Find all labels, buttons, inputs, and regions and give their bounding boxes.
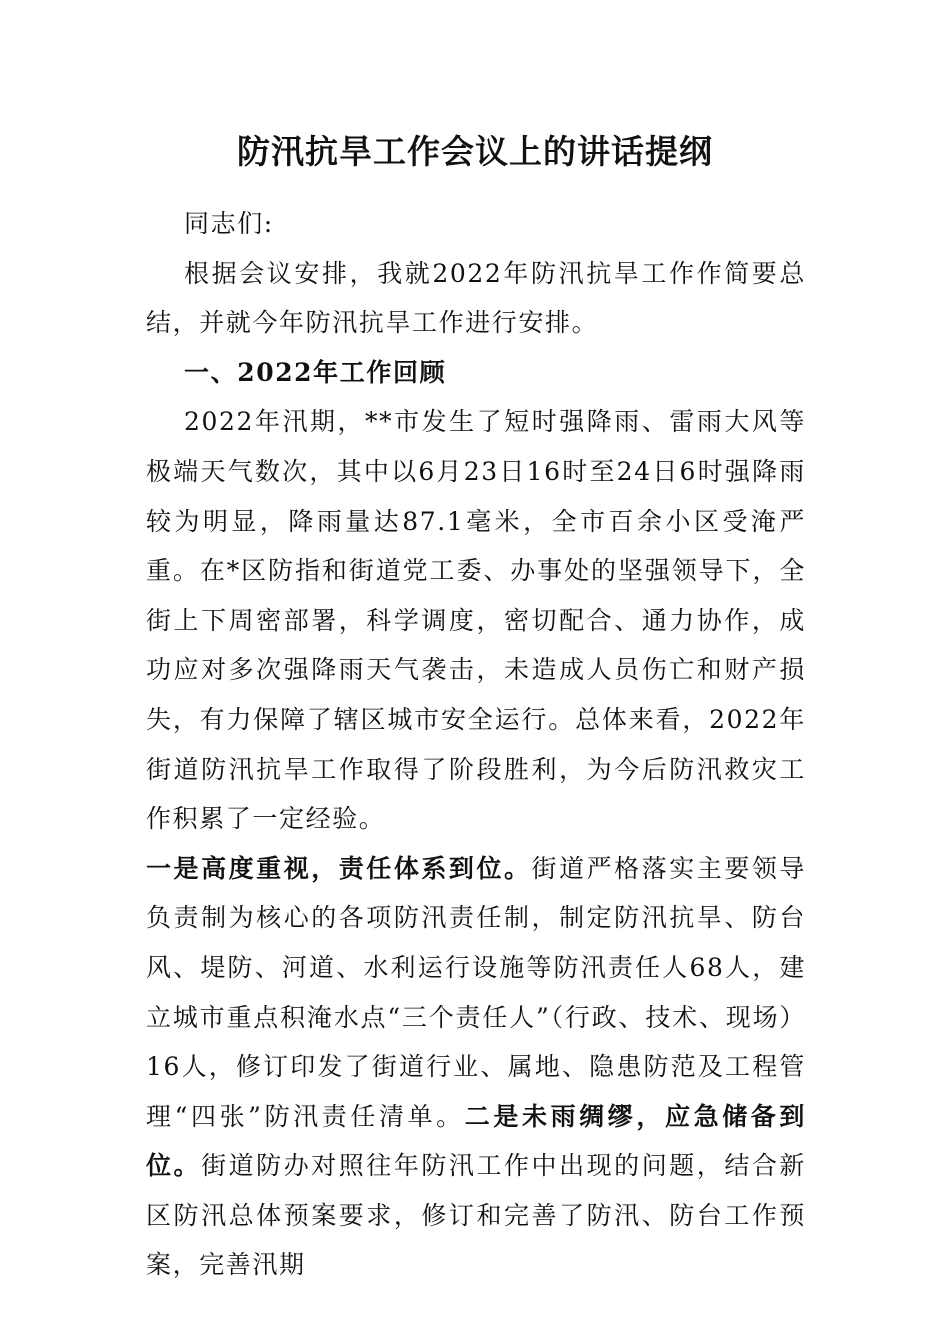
point-2-title: 二是未雨绸缪，应急储备到位。 [146, 1101, 806, 1181]
point-1-text: 街道严格落实主要领导负责制为核心的各项防汛责任制，制定防汛抗旱、防台风、堤防、河道、水利运行设施等防汛责任人68人，建立城市重点积淹水点“三个责任人”（行政、技术、现场）16人，修订印发了街道行业、属地、隐患防范及工程管理“四张”防汛责任清单。 [146, 853, 806, 1131]
section-heading-review: 一、2022年工作回顾 [184, 357, 447, 387]
intro-paragraph: 根据会议安排，我就2022年防汛抗旱工作作简要总结，并就今年防汛抗旱工作进行安排。 [146, 258, 806, 338]
points-paragraph [146, 844, 806, 1290]
point-1-title: 一是高度重视，责任体系到位。 [146, 853, 532, 883]
review-paragraph: 2022年汛期，**市发生了短时强降雨、雷雨大风等极端天气数次，其中以6月23日16时至24日6时强降雨较为明显，降雨量达87.1毫米，全市百余小区受淹严重。在*区防指和街道党工委、办事处的坚强领导下，全街上下周密部署，科学调度，密切配合、通力协作，成功应对多次强降雨天气袭击，未造成人员伤亡和财产损失，有力保障了辖区城市安全运行。总体来看，2022年街道防汛抗旱工作取得了阶段胜利，为今后防汛救灾工作积累了一定经验。 [146, 407, 806, 834]
page-title: 防汛抗旱工作会议上的讲话提纲 [237, 132, 713, 171]
greeting: 同志们: [184, 209, 274, 238]
point-2-text: 街道防办对照往年防汛工作中出现的问题，结合新区防汛总体预案要求，修订和完善了防汛、防台工作预案，完善汛期 [146, 1151, 806, 1280]
document-body [146, 199, 806, 1290]
